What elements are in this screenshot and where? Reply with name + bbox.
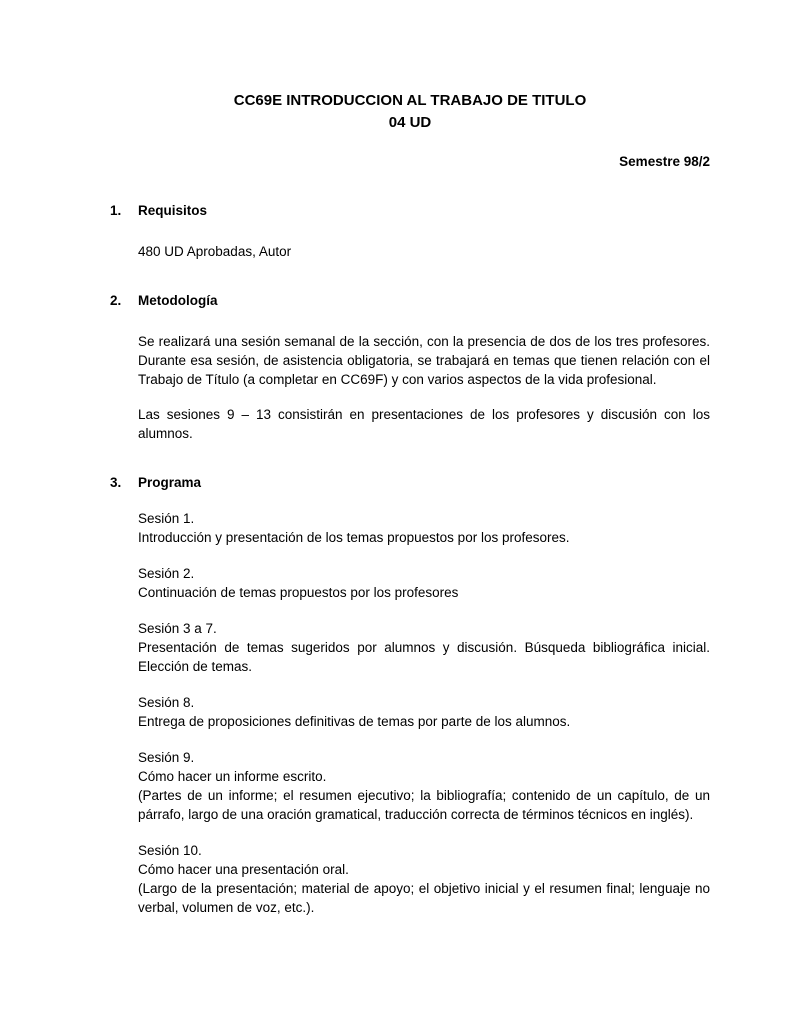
section-heading-row: [110, 201, 710, 220]
paragraph: Las sesiones 9 – 13 consistirán en presentaciones de los profesores y discusión con los alumnos.: [138, 407, 710, 441]
section-number: 3.: [110, 475, 122, 490]
session-text: Continuación de temas propuestos por los profesores: [138, 585, 459, 600]
section-number: 1.: [110, 203, 122, 218]
program-item-sesion-3-a-7: [138, 619, 710, 676]
session-label: Sesión 10.: [138, 843, 202, 858]
session-label: Sesión 1.: [138, 511, 195, 526]
program-item-sesion-2: [138, 564, 710, 602]
semester-label: Semestre 98/2: [619, 154, 710, 169]
session-text: (Partes de un informe; el resumen ejecutivo; la bibliografía; contenido de un capítulo, de un párrafo, largo de una oración gramatical, traducción correcta de términos técnicos en inglés).: [138, 788, 710, 822]
program-item-sesion-1: [138, 509, 710, 547]
session-text: Cómo hacer una presentación oral.: [138, 862, 349, 877]
program-item-sesion-10: [138, 841, 710, 917]
section-heading-row: [110, 473, 710, 492]
section-heading-row: [110, 291, 710, 310]
session-text: Entrega de proposiciones definitivas de temas por parte de los alumnos.: [138, 714, 571, 729]
session-text: Cómo hacer un informe escrito.: [138, 769, 327, 784]
section-body: [138, 509, 710, 917]
title-line-2: 04 UD: [388, 114, 432, 131]
section-body: [138, 242, 710, 261]
session-label: Sesión 3 a 7.: [138, 621, 217, 636]
section-number: 2.: [110, 293, 122, 308]
document-title: [110, 90, 710, 134]
paragraph: Se realizará una sesión semanal de la sección, con la presencia de dos de los tres profesores. Durante esa sesión, de asistencia obligatoria, se trabajará en temas que tienen relación con el Trabajo de Título (a completar en CC69F) y con varios aspectos de la vida profesional.: [138, 334, 710, 387]
section-heading: Requisitos: [138, 203, 208, 218]
session-text: (Largo de la presentación; material de apoyo; el objetivo inicial y el resumen final; lenguaje no verbal, volumen de voz, etc.).: [138, 881, 710, 915]
section-programa: [110, 473, 710, 917]
session-text: Introducción y presentación de los temas propuestos por los profesores.: [138, 530, 570, 545]
program-item-sesion-9: [138, 748, 710, 824]
paragraph: 480 UD Aprobadas, Autor: [138, 244, 292, 259]
program-item-sesion-8: [138, 693, 710, 731]
session-label: Sesión 8.: [138, 695, 195, 710]
title-line-1: CC69E INTRODUCCION AL TRABAJO DE TITULO: [233, 92, 587, 109]
session-label: Sesión 9.: [138, 750, 195, 765]
session-text: Presentación de temas sugeridos por alumnos y discusión. Búsqueda bibliográfica inicial. Elección de temas.: [138, 640, 710, 674]
section-requisitos: [110, 201, 710, 261]
section-metodologia: [110, 291, 710, 443]
section-body: [138, 332, 710, 443]
section-heading: Programa: [138, 475, 202, 490]
section-heading: Metodología: [138, 293, 218, 308]
session-label: Sesión 2.: [138, 566, 195, 581]
